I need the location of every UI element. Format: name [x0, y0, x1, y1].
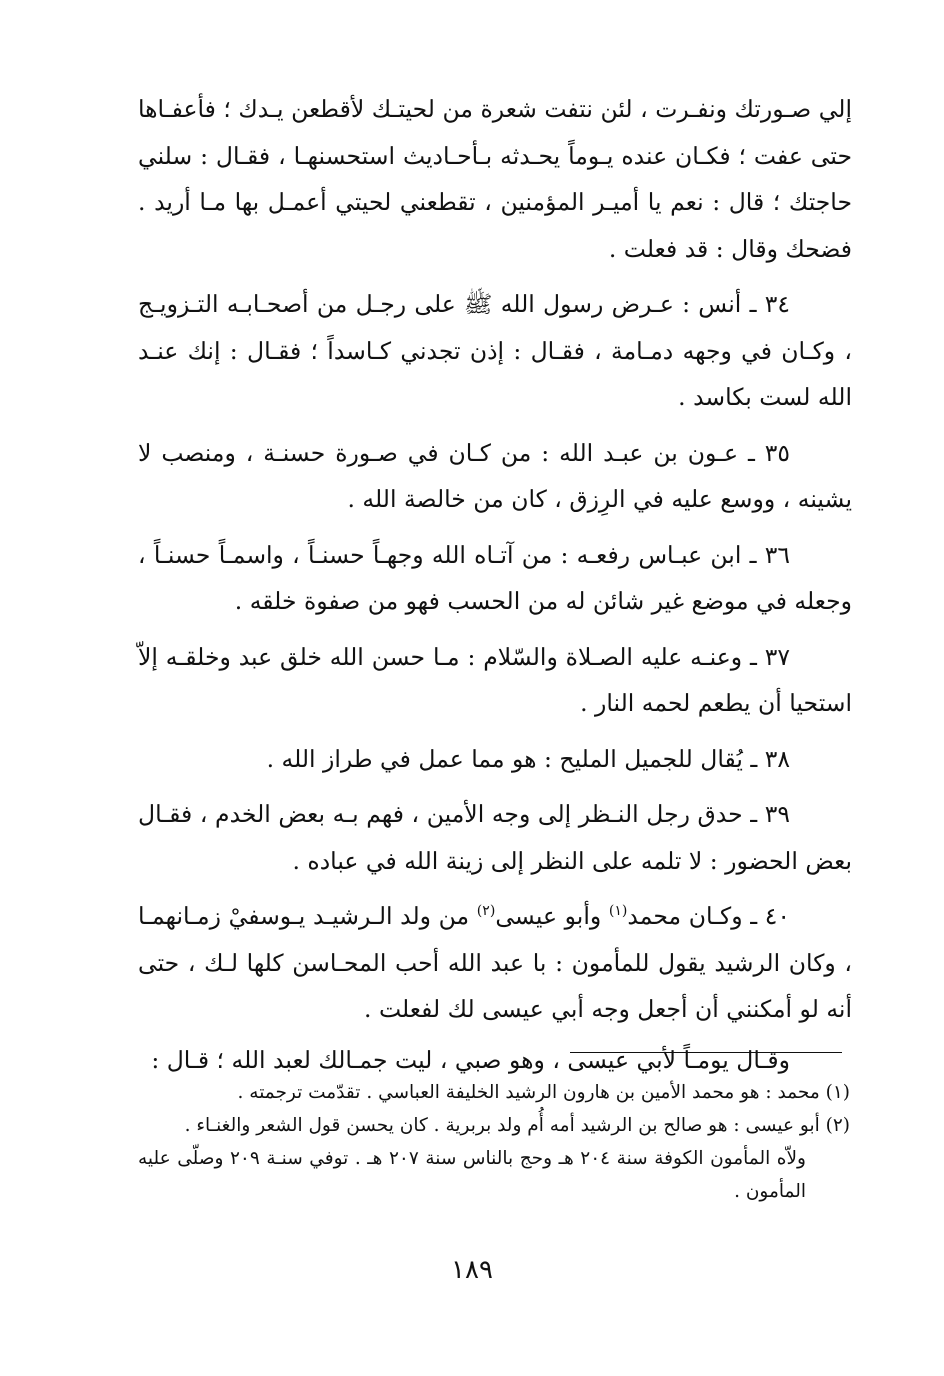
footnote-1: (١) محمد : هو محمد الأمين بن هارون الرشيد الخليفة العباسي . تقدّمت ترجمته .: [237, 1082, 850, 1103]
paragraph-40-end: من ولد الـرشيـد يـوسفيْ زمـانهمـا ، وكان الرشيد يقول للمأمون : با عبد الله أحب المحـاسن كلها لـك ، حتى أنه لو أمكنني أن أجعل وجه أبي عيسى لك لفعلت .: [138, 902, 852, 1023]
paragraph-35: ٣٥ ـ عـون بن عبـد الله : من كـان في صـورة حسنـة ، ومنصب لا يشينه ، ووسع عليه في الرِزق ، كان من خالصة الله .: [138, 438, 852, 513]
paragraph-continuation: إلي صـورتك ونفـرت ، لئن نتفت شعرة من لحيتـك لأقطعن يـدك ؛ فأعفـاها حتى عفت ؛ فكـان عنده يـوماً يحـدثه بـأحـاديث استحسنهـا ، فقـال : سلني حاجتك ؛ قال : نعم يا أميـر المؤمنين ، تقطعني لحيتي أعمـل بها مـا أريد . فضحك وقال : قد فعلت .: [138, 95, 852, 263]
paragraph-40-start: ٤٠ ـ وكـان محمد: [627, 902, 790, 930]
footnote-2: (٢) أبو عيسى : هو صالح بن الرشيد أمه أُم ولد بربرية . كان يحسن قول الشعر والغنـاء .: [184, 1115, 850, 1136]
page-number: ١٨٩: [451, 1255, 493, 1285]
paragraph-39: ٣٩ ـ حدق رجل النـظر إلى وجه الأمين ، فهم بـه بعض الخدم ، فقـال بعض الحضور : لا تلمه على النظر إلى زينة الله في عباده .: [138, 800, 852, 875]
paragraph-36: ٣٦ ـ ابن عبـاس رفعـه : من آتـاه الله وجهـاً حسنـاً ، واسمـاً حسنـاً ، وجعله في موضع غير شائن له من الحسب فهو من صفوة خلقه .: [138, 540, 852, 615]
footnote-ref-1: (١): [608, 903, 628, 920]
footnotes: [138, 1076, 850, 1208]
paragraph-41: وقـال يومـاً لأبي عيسى ، وهو صبي ، ليت جمـالك لعبد الله ؛ قـال :: [151, 1045, 790, 1074]
paragraph-37: ٣٧ ـ وعنـه عليه الصـلاة والسّلام : مـا حسن الله خلق عبد وخلقـه إلاّ استحيا أن يطعم لحمه النار .: [138, 642, 852, 717]
footnote-divider: [570, 1052, 842, 1053]
paragraph-34: ٣٤ ـ أنس : عـرض رسول الله ﷺ على رجـل من أصحـابـه التـزويـج ، وكـان في وجهه دمـامة ، فقـال : إذن تجدني كـاسداً ؛ فقـال : إنك عنـد الله لست بكاسد .: [138, 290, 852, 411]
footnote-ref-2: (٢): [476, 903, 496, 920]
main-text: [138, 86, 852, 1092]
paragraph-38: ٣٨ ـ يُقال للجميل المليح : هو مما عمل في طراز الله .: [266, 744, 790, 773]
paragraph-40: [138, 893, 852, 1033]
footnote-2-continuation: ولاّه المأمون الكوفة سنة ٢٠٤ هـ وحج بالناس سنة ٢٠٧ هـ . توفي سنـة ٢٠٩ وصلّى عليه المأمون .: [138, 1148, 806, 1202]
paragraph-40-mid: وأبو عيسى: [495, 902, 609, 930]
